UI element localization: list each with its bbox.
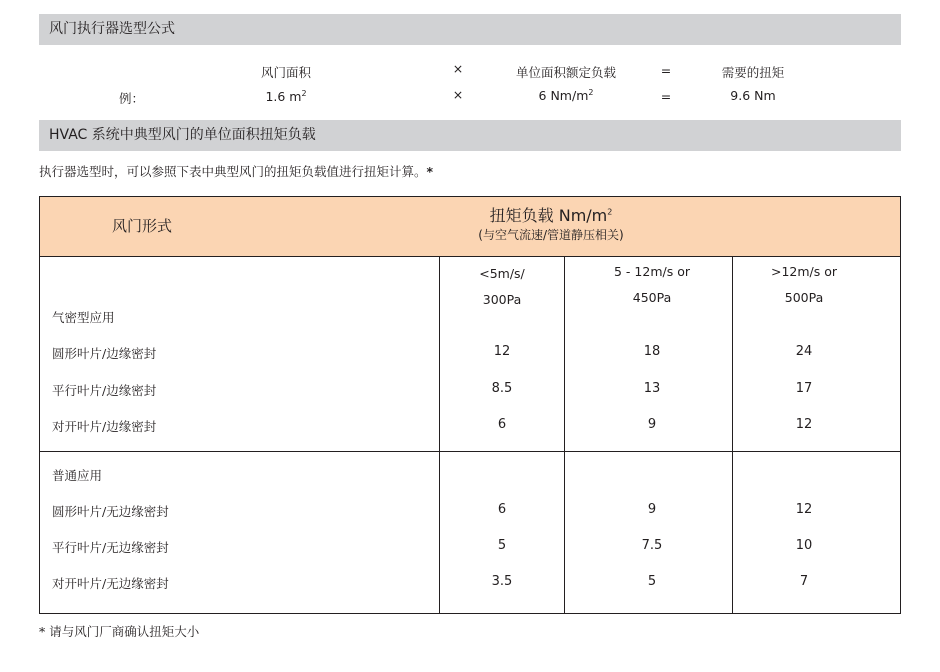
col-divider-2 bbox=[564, 256, 565, 613]
row-label: 圆形叶片/边缘密封 bbox=[52, 346, 157, 361]
formula-torque-label: 需要的扭矩 bbox=[721, 65, 785, 80]
group-label-general: 普通应用 bbox=[52, 468, 103, 483]
example-area-value: 1.6 $m^2$ bbox=[265, 88, 307, 104]
col-head-3: >12m/s or 500Pa bbox=[770, 264, 838, 305]
cell-value: 12 bbox=[795, 502, 813, 517]
cell-value: 24 bbox=[795, 344, 813, 359]
cell-value: 5 bbox=[497, 538, 507, 553]
cell-value: 5 bbox=[647, 574, 657, 589]
section-formula-title-text: 风门执行器选型公式 bbox=[49, 21, 175, 37]
row-label: 圆形叶片/无边缘密封 bbox=[52, 504, 169, 519]
cell-value: 10 bbox=[795, 538, 813, 553]
section-torque-title bbox=[39, 120, 901, 151]
col-divider-3 bbox=[732, 256, 733, 613]
formula-load-label: 单位面积额定负载 bbox=[515, 65, 617, 80]
example-times-sign: × bbox=[452, 87, 464, 102]
section-formula-title bbox=[39, 14, 901, 45]
cell-value: 9 bbox=[647, 417, 657, 432]
formula-equals-sign: = bbox=[660, 63, 672, 78]
cell-value: 17 bbox=[795, 381, 813, 396]
cell-value: 3.5 bbox=[491, 574, 513, 589]
cell-value: 8.5 bbox=[491, 381, 513, 396]
cell-value: 12 bbox=[795, 417, 813, 432]
formula-times-sign: × bbox=[452, 61, 464, 76]
cell-value: 6 bbox=[497, 417, 507, 432]
cell-value: 13 bbox=[643, 381, 661, 396]
cell-value: 12 bbox=[493, 344, 511, 359]
header-torque-note: (与空气流速/管道静压相关) bbox=[478, 228, 624, 242]
row-label: 平行叶片/无边缘密封 bbox=[52, 540, 169, 555]
example-equals-sign: = bbox=[660, 89, 672, 104]
torque-table bbox=[39, 196, 901, 614]
formula-area-label: 风门面积 bbox=[260, 65, 312, 80]
col-head-1: <5m/s/ 300Pa bbox=[479, 266, 525, 307]
row-label: 平行叶片/边缘密封 bbox=[52, 383, 157, 398]
example-torque-value: 9.6 Nm bbox=[730, 88, 776, 103]
row-label: 对开叶片/无边缘密封 bbox=[52, 576, 169, 591]
col-head-2: 5 - 12m/s or 450Pa bbox=[614, 264, 690, 305]
row-label: 对开叶片/边缘密封 bbox=[52, 419, 157, 434]
footnote: * 请与风门厂商确认扭矩大小 bbox=[39, 624, 200, 639]
header-torque-load: 扭矩负载 $Nm/m^2$ (与空气流速/管道静压相关) bbox=[379, 205, 724, 243]
cell-value: 9 bbox=[647, 502, 657, 517]
group-divider bbox=[40, 451, 900, 452]
example-label: 例： bbox=[119, 91, 145, 106]
cell-value: 7 bbox=[799, 574, 809, 589]
cell-value: 7.5 bbox=[641, 538, 663, 553]
header-damper-type: 风门形式 bbox=[112, 217, 173, 235]
cell-value: 6 bbox=[497, 502, 507, 517]
cell-value: 18 bbox=[643, 344, 661, 359]
col-divider-1 bbox=[439, 256, 440, 613]
intro-text: 执行器选型时，可以参照下表中典型风门的扭矩负载值进行扭矩计算。* bbox=[39, 164, 434, 179]
table-header bbox=[40, 197, 900, 257]
section-torque-title-text: HVAC 系统中典型风门的单位面积扭矩负载 bbox=[49, 127, 316, 143]
example-load-value: 6 $Nm/m^2$ bbox=[538, 87, 594, 103]
group-label-airtight: 气密型应用 bbox=[52, 310, 115, 325]
